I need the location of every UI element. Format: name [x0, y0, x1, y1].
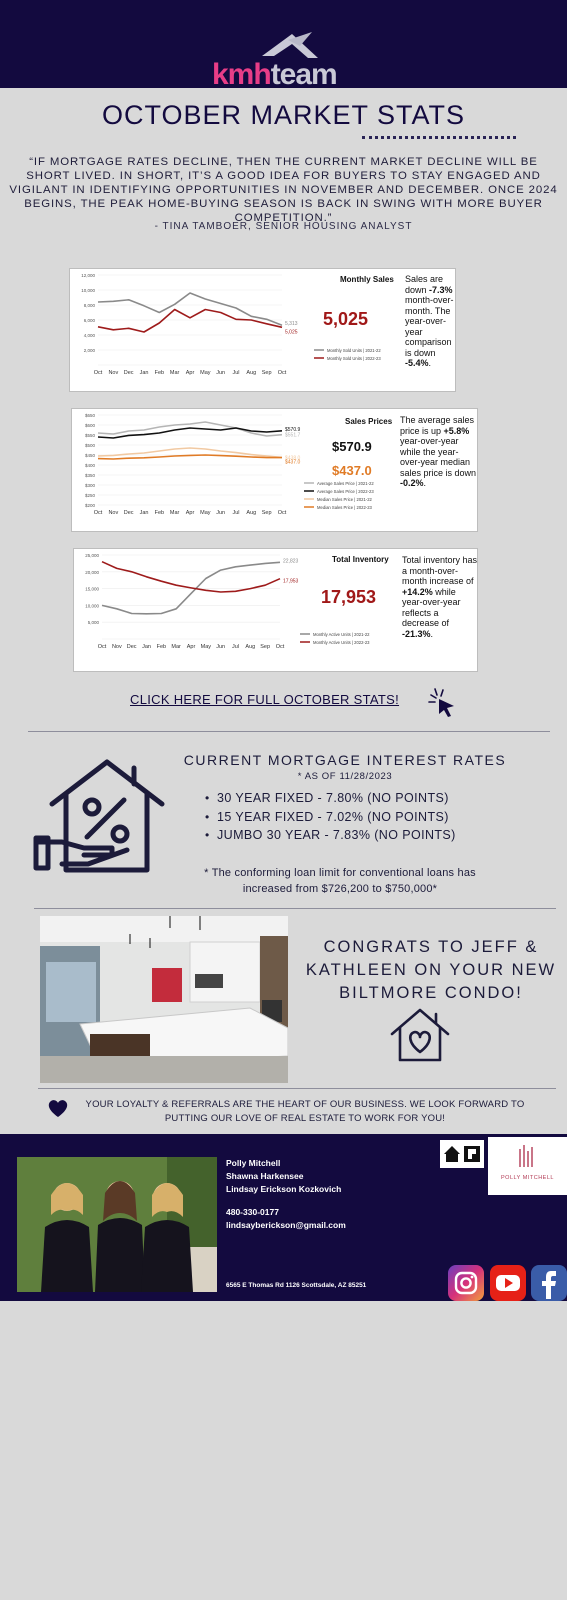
rates-list: [205, 789, 456, 845]
x-tick-label: Jan: [139, 370, 149, 376]
y-tick-label: $250: [84, 493, 95, 498]
contact-block: [226, 1157, 346, 1232]
chart-note: The average sales price is up +5.8% year-over-year while the year-over-year median sales price is down -0.2%.: [400, 415, 477, 488]
legend-label: Median Sales Price | 2021-22: [317, 496, 372, 502]
pm-monogram-icon: [488, 1137, 567, 1175]
x-tick-label: Oct: [277, 370, 287, 376]
end-value-label: 22,823: [283, 558, 299, 565]
x-tick-label: Feb: [156, 644, 167, 650]
kitchen-illustration: [40, 916, 288, 1083]
x-tick-label: Dec: [123, 510, 134, 516]
x-tick-label: Feb: [154, 370, 165, 376]
y-tick-label: $500: [84, 443, 95, 448]
x-tick-label: May: [200, 644, 212, 650]
legend-label: Median Sales Price | 2022-23: [317, 504, 372, 510]
rate-item-30-year: • 30 YEAR FIXED - 7.80% (NO POINTS): [205, 789, 456, 808]
section-divider: [28, 731, 550, 732]
x-tick-label: Dec: [126, 644, 137, 650]
rate-item-15-year: • 15 YEAR FIXED - 7.02% (NO POINTS): [205, 808, 456, 827]
quote-author: - TINA TAMBOER, SENIOR HOUSING ANALYST: [154, 221, 413, 232]
x-tick-label: Jan: [139, 510, 149, 516]
x-tick-label: Apr: [185, 370, 195, 376]
x-tick-label: Nov: [108, 370, 119, 376]
rates-as-of: * AS OF 11/28/2023: [297, 771, 393, 782]
headline-value-secondary: $437.0: [332, 463, 372, 478]
page-title: OCTOBER MARKET STATS: [101, 100, 466, 130]
end-value-label: $438.0: [285, 455, 301, 462]
x-tick-label: Jun: [216, 510, 226, 516]
title-underline: [362, 136, 516, 139]
legend-label: Monthly Active Units | 2022-23: [313, 639, 370, 645]
end-value-label: $551.7: [285, 432, 301, 439]
series-line: [98, 422, 282, 436]
logo-suffix: team: [270, 58, 337, 91]
end-value-label: 5,313: [285, 321, 298, 328]
heart-house-icon: [388, 1006, 452, 1064]
x-tick-label: May: [200, 370, 211, 376]
x-tick-label: Mar: [169, 370, 180, 376]
x-tick-label: Jun: [216, 644, 226, 650]
legend-label: Monthly Sold Units | 2021-22: [327, 347, 381, 353]
x-tick-label: Sep: [261, 370, 272, 376]
monthly-sales-chart: [70, 269, 457, 393]
headline-value: 17,953: [321, 587, 377, 607]
x-tick-label: Mar: [171, 644, 181, 650]
x-tick-label: Jul: [232, 510, 240, 516]
x-tick-label: Aug: [246, 370, 257, 376]
x-tick-label: Jan: [142, 644, 151, 650]
x-tick-label: Apr: [186, 644, 196, 650]
youtube-icon[interactable]: [490, 1265, 526, 1301]
chart-title: Total Inventory: [332, 555, 389, 564]
chart-title: Sales Prices: [345, 417, 393, 426]
legend-label: Monthly Active Units | 2021-22: [313, 631, 370, 637]
x-tick-label: Oct: [97, 644, 107, 650]
y-tick-label: $450: [84, 453, 95, 458]
condo-kitchen-photo: [40, 916, 288, 1083]
chart-note: Sales are down -7.3% month-over-month. The year-over-year comparison is down -5.4%.: [405, 274, 454, 368]
legend-label: Monthly Sold Units | 2022-23: [327, 355, 381, 361]
y-tick-label: $550: [84, 433, 95, 438]
congrats-message: CONGRATS TO JEFF & KATHLEEN ON YOUR NEW BILTMORE CONDO!: [305, 938, 557, 1002]
section-divider: [34, 908, 556, 909]
facebook-icon[interactable]: [531, 1265, 567, 1301]
team-illustration: [17, 1157, 217, 1292]
team-photo: [17, 1157, 217, 1292]
chart-title: Monthly Sales: [340, 275, 394, 284]
kmh-team-logo: [200, 28, 350, 91]
x-tick-label: Apr: [185, 510, 195, 516]
end-value-label: 17,953: [283, 578, 299, 585]
equal-housing-realtor-badge: [440, 1140, 484, 1168]
y-tick-label: 25,000: [85, 553, 99, 558]
sales-prices-chart-card[interactable]: [71, 408, 478, 532]
y-tick-label: $200: [84, 503, 95, 508]
x-tick-label: Jul: [231, 644, 240, 650]
agent-name: Lindsay Erickson Kozkovich: [226, 1184, 342, 1194]
y-tick-label: $400: [84, 463, 95, 468]
end-value-label: 5,025: [285, 329, 298, 336]
x-tick-label: Dec: [123, 370, 134, 376]
x-tick-label: Jun: [216, 370, 226, 376]
series-line: [98, 310, 282, 333]
analyst-quote: “IF MORTGAGE RATES DECLINE, THEN THE CURRENT MARKET DECLINE WILL BE SHORT LIVED. IN SHORT, IT’S A GOOD IDEA FOR BUYERS TO STAY ENGAGED AND VIGILANT IN IDENTIFYING OPPORTUNITIES IN NOVEMBER AND DECEMBER. ONCE 2024 BEGINS, THE PEAK HOME-BUYING SEASON IS BACK IN SWING WITH MORE BUYER COMPETITION.”: [9, 156, 558, 224]
mortgage-rates-heading: CURRENT MORTGAGE INTEREST RATES: [183, 752, 507, 768]
instagram-icon[interactable]: [448, 1265, 484, 1301]
email-link[interactable]: lindsayberickson@gmail.com: [226, 1220, 346, 1230]
y-tick-label: 6,000: [83, 318, 95, 323]
y-tick-label: 20,000: [85, 569, 99, 575]
loyalty-message: YOUR LOYALTY & REFERRALS ARE THE HEART OF OUR BUSINESS. WE LOOK FORWARD TO PUTTING OUR LOVE OF REAL ESTATE TO WORK FOR YOU!: [85, 1099, 525, 1124]
chart-note: Total inventory has a month-over-month increase of +14.2% while year-over-year reflects a decrease of -21.3%.: [402, 555, 478, 639]
logo-brand: kmh: [212, 58, 271, 91]
rate-item-jumbo: • JUMBO 30 YEAR - 7.83% (NO POINTS): [205, 826, 456, 845]
x-tick-label: Oct: [277, 510, 287, 516]
end-value-label: $570.9: [285, 426, 301, 433]
total-inventory-chart-card[interactable]: [73, 548, 478, 672]
brokerage-name: POLLY MITCHELL: [501, 1175, 554, 1181]
agent-name: Shawna Harkensee: [226, 1171, 304, 1181]
y-tick-label: 2,000: [83, 348, 95, 353]
x-tick-label: Aug: [245, 644, 256, 650]
brokerage-logo: [488, 1137, 567, 1195]
section-divider: [38, 1088, 556, 1089]
x-tick-label: Aug: [246, 510, 257, 516]
x-tick-label: Jul: [232, 370, 240, 376]
y-tick-label: $600: [84, 423, 95, 428]
y-tick-label: 5,000: [87, 620, 99, 626]
agent-name: Polly Mitchell: [226, 1158, 281, 1168]
y-tick-label: $300: [84, 483, 95, 488]
y-tick-label: 10,000: [85, 603, 99, 609]
x-tick-label: Oct: [93, 510, 103, 516]
end-value-label: $437.0: [285, 459, 301, 466]
house-percent-icon: [32, 752, 167, 877]
x-tick-label: Nov: [111, 644, 122, 650]
equal-housing-icon: [440, 1140, 484, 1168]
headline-value: $570.9: [332, 439, 372, 454]
cursor-click-icon: [425, 686, 459, 718]
monthly-sales-chart-card[interactable]: [69, 268, 456, 392]
y-tick-label: 4,000: [83, 333, 95, 338]
phone-link[interactable]: 480-330-0177: [226, 1207, 279, 1217]
x-tick-label: Sep: [261, 510, 272, 516]
y-tick-label: 15,000: [85, 586, 99, 592]
office-address: 6565 E Thomas Rd 1126 Scottsdale, AZ 85251: [226, 1282, 367, 1289]
legend-label: Average Sales Price | 2022-23: [317, 488, 374, 494]
headline-value: 5,025: [323, 309, 369, 329]
x-tick-label: Oct: [93, 370, 103, 376]
y-tick-label: 8,000: [83, 303, 95, 308]
y-tick-label: 10,000: [81, 288, 95, 293]
loan-limit-note: * The conforming loan limit for conventional loans has increased from $726,200 to $750,000*: [204, 867, 476, 895]
x-tick-label: Mar: [169, 510, 180, 516]
x-tick-label: Oct: [275, 644, 285, 650]
y-tick-label: 12,000: [81, 273, 95, 278]
legend-label: Average Sales Price | 2021-22: [317, 480, 374, 486]
y-tick-label: $350: [84, 473, 95, 478]
heart-icon: [47, 1098, 69, 1118]
y-tick-label: $650: [84, 413, 95, 418]
x-tick-label: Feb: [154, 510, 165, 516]
x-tick-label: Sep: [260, 644, 271, 650]
full-stats-link[interactable]: CLICK HERE FOR FULL OCTOBER STATS!: [130, 692, 400, 707]
series-line: [102, 562, 280, 592]
x-tick-label: May: [200, 510, 211, 516]
x-tick-label: Nov: [108, 510, 119, 516]
header-banner: [0, 0, 567, 91]
